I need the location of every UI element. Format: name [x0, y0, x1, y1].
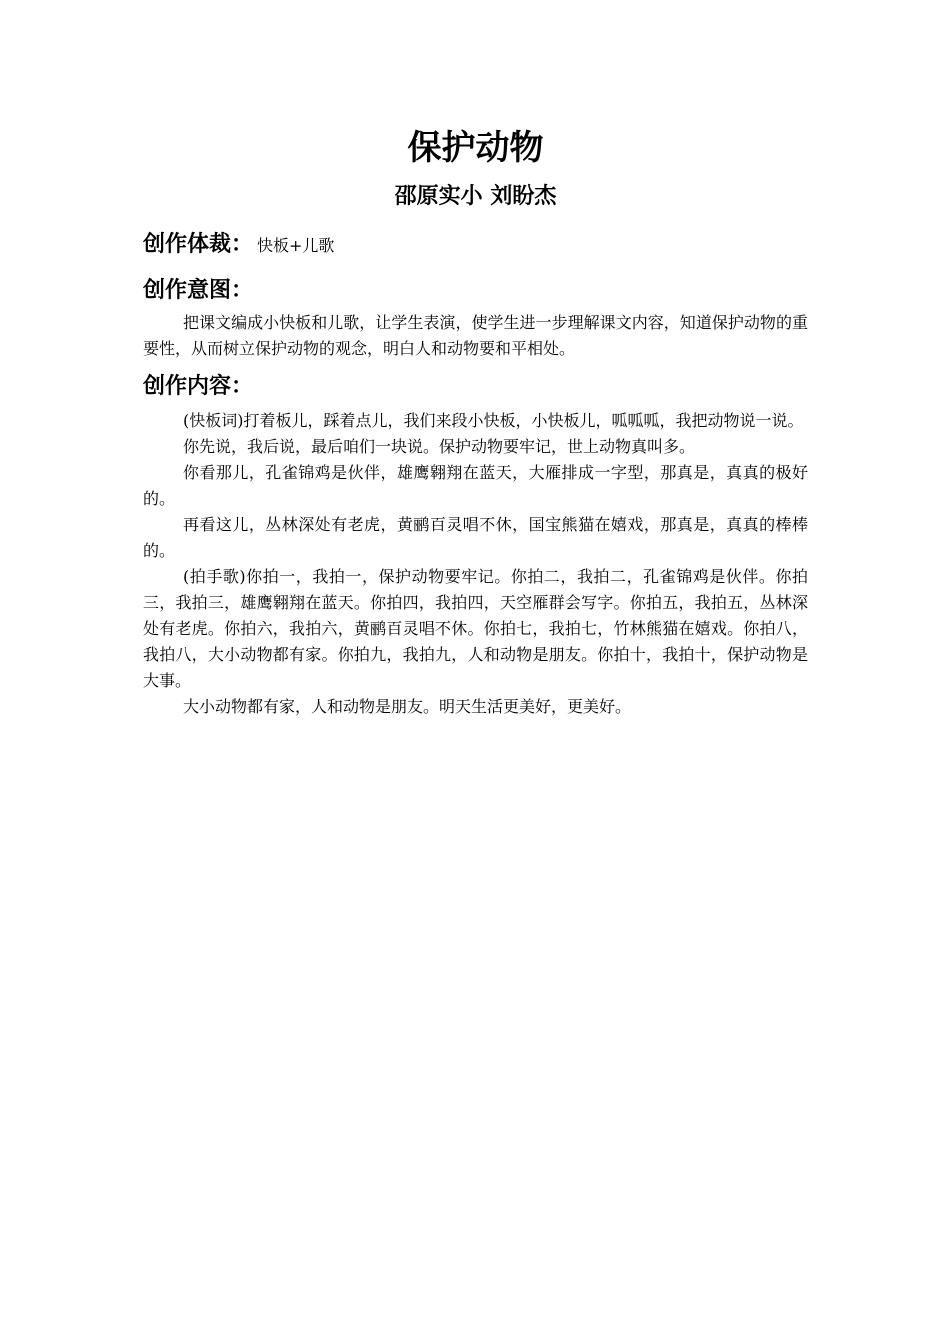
- content-paragraph-6: 大小动物都有家，人和动物是朋友。明天生活更美好，更美好。: [183, 697, 632, 716]
- genre-value: 快板+儿歌: [257, 236, 335, 255]
- content-paragraph-2: 你先说，我后说，最后咱们一块说。保护动物要牢记，世上动物真叫多。: [183, 437, 696, 456]
- content-paragraph-5: (拍手歌)你拍一，我拍一，保护动物要牢记。你拍二，我拍二，孔雀锦鸡是伙伴。你拍三，我拍三，雄鹰翱翔在蓝天。你拍四，我拍四，天空雁群会写字。你拍五，我拍五，丛林深处有老虎。你拍六，我拍六，黄鹂百灵唱不休。你拍七，我拍七，竹林熊猫在嬉戏。你拍八，我拍八，大小动物都有家。你拍九，我拍九，人和动物是朋友。你拍十，我拍十，保护动物是大事。: [143, 567, 808, 690]
- genre-heading: 创作体裁：: [143, 232, 254, 257]
- intent-paragraph: 把课文编成小快板和儿歌，让学生表演，使学生进一步理解课文内容，知道保护动物的重要性，从而树立保护动物的观念，明白人和动物要和平相处。: [143, 313, 808, 358]
- author-line: 邵原实小 刘盼杰: [394, 184, 557, 209]
- content-paragraph-3: 你看那儿，孔雀锦鸡是伙伴，雄鹰翱翔在蓝天，大雁排成一字型，那真是，真真的极好的。: [143, 463, 808, 508]
- intent-heading: 创作意图：: [143, 278, 254, 303]
- content-paragraphs: [143, 408, 808, 720]
- genre-row: [143, 230, 808, 260]
- document-title: 保护动物: [407, 128, 544, 168]
- content-paragraph-4: 再看这儿，丛林深处有老虎，黄鹂百灵唱不休，国宝熊猫在嬉戏，那真是，真真的棒棒的。: [143, 515, 808, 560]
- content-heading: 创作内容：: [143, 374, 254, 399]
- document-page: [143, 124, 808, 720]
- content-paragraph-1: (快板词)打着板儿，踩着点儿，我们来段小快板，小快板儿，呱呱呱，我把动物说一说。: [183, 411, 804, 430]
